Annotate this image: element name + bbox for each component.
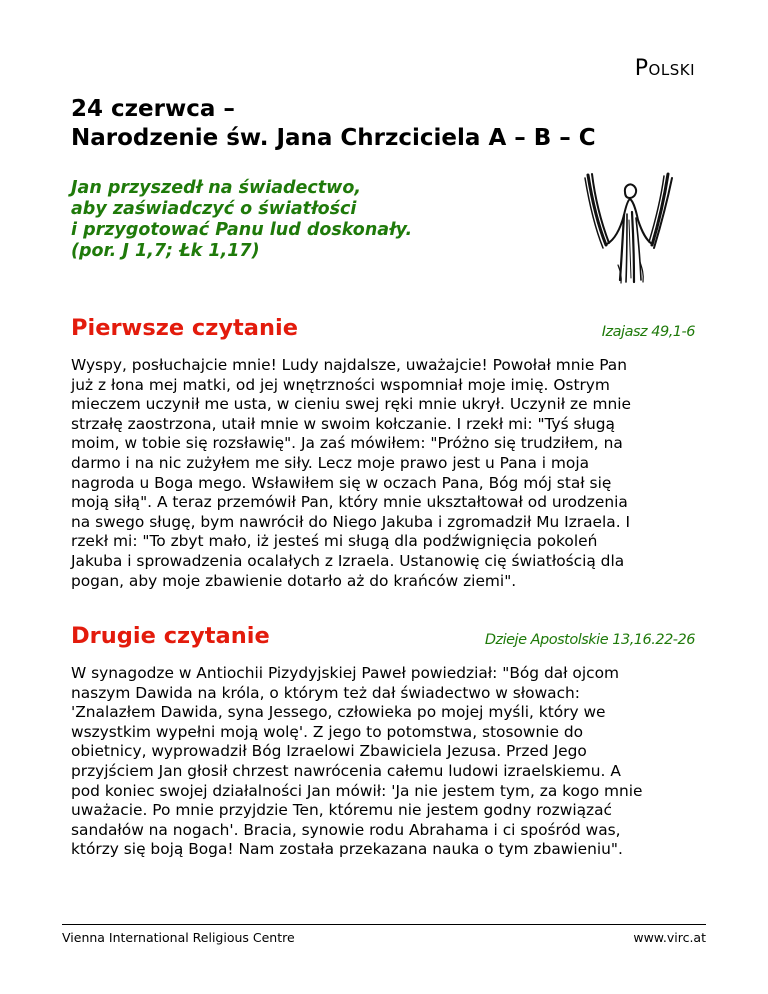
text-line: moim, w tobie się rozsławię". Ja zaś mówiłem: "Próżno się trudziłem, na xyxy=(71,434,623,453)
reading-1-title: Pierwsze czytanie xyxy=(71,315,298,341)
language-label: Polski xyxy=(634,56,695,81)
text-line: nagroda u Boga mego. Wsławiłem się w oczach Pana, Bóg mój stał się xyxy=(71,473,612,492)
reading-2-reference: Dzieje Apostolskie 13,16.22-26 xyxy=(484,632,695,648)
text-line: już z łona mej matki, od jej wnętrzności wspomniał moje imię. Ostrym xyxy=(71,375,610,394)
text-line: rzekł mi: "To zbyt mało, iż jesteś mi sługą dla podźwignięcia pokoleń xyxy=(71,532,598,551)
motto-line: aby zaświadczyć o światłości xyxy=(71,199,357,219)
text-line: W synagodze w Antiochii Pizydyjskiej Paweł powiedział: "Bóg dał ojcom xyxy=(71,664,619,682)
text-line: przyjściem Jan głosił chrzest nawrócenia całemu ludowi izraelskiemu. A xyxy=(71,761,621,780)
text-line: pogan, aby moje zbawienie dotarło aż do krańców ziemi". xyxy=(71,571,517,590)
praying-figure-icon xyxy=(580,170,680,285)
motto-line: (por. J 1,7; Łk 1,17) xyxy=(71,241,260,261)
footer-divider xyxy=(62,924,706,925)
reading-2-title: Drugie czytanie xyxy=(71,623,270,649)
title-line: Narodzenie św. Jana Chrzciciela A – B – C xyxy=(71,125,596,151)
motto-line: Jan przyszedł na świadectwo, xyxy=(71,178,361,198)
reading-2-header xyxy=(71,618,695,650)
text-line: 'Znalazłem Dawida, syna Jessego, człowieka po mojej myśli, który we xyxy=(71,703,606,722)
text-line: Wyspy, posłuchajcie mnie! Ludy najdalsze, uważajcie! Powołał mnie Pan xyxy=(71,356,627,374)
text-line: moją siłą". A teraz przemówił Pan, który mnie ukształtował od urodzenia xyxy=(71,493,628,512)
text-line: obietnicy, wyprowadził Bóg Izraelowi Zbawiciela Jezusa. Przed Jego xyxy=(71,742,587,761)
text-line: którzy się boją Boga! Nam została przekazana nauka o tym zbawieniu". xyxy=(71,840,623,859)
text-line: na swego sługę, bym nawrócił do Niego Jakuba i zgromadził Mu Izraela. I xyxy=(71,512,631,531)
text-line: wszystkim wypełni moją wolę'. Z jego to potomstwa, stosownie do xyxy=(71,722,584,741)
text-line: pod koniec swojej działalności Jan mówił: 'Ja nie jestem tym, za kogo mnie xyxy=(71,781,643,800)
reading-1-reference: Izajasz 49,1-6 xyxy=(601,324,695,340)
title-line: 24 czerwca – xyxy=(71,96,235,122)
text-line: uważacie. Po mnie przyjdzie Ten, któremu nie jestem godny rozwiązać xyxy=(71,801,612,820)
page-title xyxy=(71,95,596,153)
text-line: strzałę zaostrzona, utaił mnie w swoim kołczanie. I rzekł mi: "Tyś sługą xyxy=(71,414,615,433)
motto-line: i przygotować Panu lud doskonały. xyxy=(71,220,413,240)
motto xyxy=(71,178,511,262)
text-line: sandałów na nogach'. Bracia, synowie rodu Abrahama i ci spośród was, xyxy=(71,820,621,839)
footer-organization: Vienna International Religious Centre xyxy=(62,930,295,945)
reading-1-text xyxy=(71,356,701,591)
text-line: naszym Dawida na króla, o którym też dał świadectwo w słowach: xyxy=(71,683,580,702)
footer-website-link[interactable]: www.virc.at xyxy=(633,930,706,945)
reading-2-text xyxy=(71,664,701,860)
text-line: mieczem uczynił me usta, w cieniu swej ręki mnie ukrył. Uczynił ze mnie xyxy=(71,395,631,414)
text-line: Jakuba i sprowadzenia ocalałych z Izraela. Ustanowię cię światłością dla xyxy=(71,551,625,570)
text-line: darmo i na nic zużyłem me siły. Lecz moje prawo jest u Pana i moja xyxy=(71,453,590,472)
reading-1-header xyxy=(71,310,695,342)
